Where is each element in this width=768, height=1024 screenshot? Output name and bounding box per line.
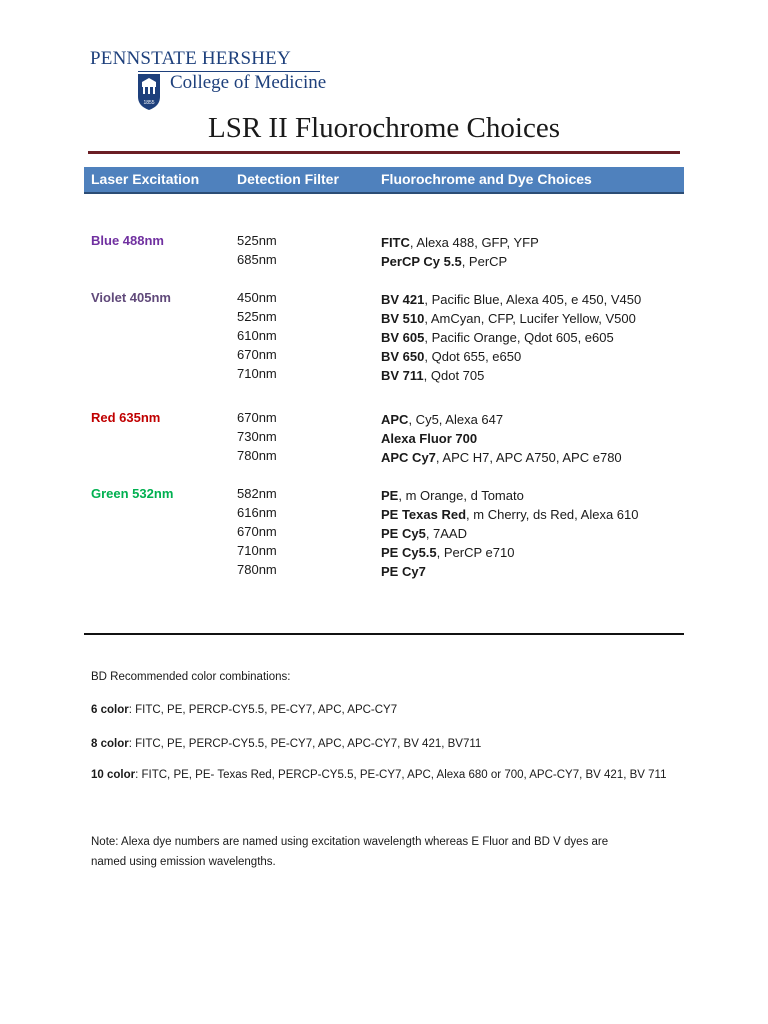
primary-fluorochrome: Alexa Fluor 700 <box>381 431 478 446</box>
table-row <box>0 543 768 562</box>
alternate-fluorochromes: , APC H7, APC A750, APC e780 <box>435 450 622 465</box>
detection-filter: 780nm <box>237 448 277 463</box>
detection-filter: 616nm <box>237 505 277 520</box>
primary-fluorochrome: PE <box>381 488 399 503</box>
detection-filter: 710nm <box>237 543 277 558</box>
logo-year: 1855 <box>143 100 155 106</box>
primary-fluorochrome: PerCP Cy 5.5 <box>381 254 462 269</box>
logo-title: PENNSTATE HERSHEY <box>90 48 291 69</box>
pennstate-hershey-logo <box>90 48 330 114</box>
primary-fluorochrome: BV 510 <box>381 311 425 326</box>
detection-filter: 525nm <box>237 309 277 324</box>
table-row <box>0 290 768 309</box>
table-row <box>0 252 768 271</box>
table-row <box>0 524 768 543</box>
fluorochrome-choices <box>381 412 503 427</box>
header-laser-excitation: Laser Excitation <box>91 171 200 187</box>
table-row <box>0 328 768 347</box>
alternate-fluorochromes: , Pacific Orange, Qdot 605, e605 <box>424 330 614 345</box>
detection-filter: 670nm <box>237 524 277 539</box>
detection-filter: 670nm <box>237 410 277 425</box>
fluorochrome-choices <box>381 330 614 345</box>
primary-fluorochrome: BV 421 <box>381 292 425 307</box>
table-row <box>0 410 768 429</box>
table-row <box>0 347 768 366</box>
table-row <box>0 233 768 252</box>
alternate-fluorochromes: , PerCP <box>461 254 508 269</box>
header-fluorochrome-choices: Fluorochrome and Dye Choices <box>381 171 592 187</box>
primary-fluorochrome: PE Cy7 <box>381 564 426 579</box>
detection-filter: 610nm <box>237 328 277 343</box>
fluorochrome-choices <box>381 311 636 326</box>
detection-filter: 780nm <box>237 562 277 577</box>
fluorochrome-choices <box>381 368 484 383</box>
alternate-fluorochromes: , Alexa 488, GFP, YFP <box>409 235 539 250</box>
detection-filter: 582nm <box>237 486 277 501</box>
primary-fluorochrome: APC Cy7 <box>381 450 436 465</box>
fluorochrome-choices <box>381 431 477 446</box>
detection-filter: 710nm <box>237 366 277 381</box>
note-line-2: named using emission wavelengths. <box>91 856 276 868</box>
table-row <box>0 505 768 524</box>
recommendation-text: : FITC, PE, PE- Texas Red, PERCP-CY5.5, PE-CY7, APC, Alexa 680 or 700, APC-CY7, BV 421, BV 711 <box>135 769 667 781</box>
fluorochrome-choices <box>381 235 539 250</box>
page-title: LSR II Fluorochrome Choices <box>208 112 560 144</box>
alternate-fluorochromes: , Qdot 705 <box>423 368 485 383</box>
table-header <box>84 167 684 194</box>
detection-filter: 685nm <box>237 252 277 267</box>
table-row <box>0 309 768 328</box>
primary-fluorochrome: APC <box>381 412 409 427</box>
recommendation-text: : FITC, PE, PERCP-CY5.5, PE-CY7, APC, APC-CY7, BV 421, BV711 <box>128 738 482 750</box>
recommendation-label: 10 color <box>91 769 136 781</box>
fluorochrome-choices <box>381 526 467 541</box>
alternate-fluorochromes: , m Cherry, ds Red, Alexa 610 <box>466 507 639 522</box>
table-row <box>0 486 768 505</box>
fluorochrome-choices <box>381 349 521 364</box>
alternate-fluorochromes: , Qdot 655, e650 <box>424 349 522 364</box>
note-line-1: Note: Alexa dye numbers are named using excitation wavelength whereas E Fluor and BD V dyes are <box>91 836 609 848</box>
laser-label: Red 635nm <box>91 410 161 425</box>
primary-fluorochrome: BV 650 <box>381 349 425 364</box>
primary-fluorochrome: BV 711 <box>381 368 424 383</box>
fluorochrome-choices <box>381 254 507 269</box>
alternate-fluorochromes: , PerCP e710 <box>436 545 515 560</box>
detection-filter: 525nm <box>237 233 277 248</box>
recommendation-label: 6 color <box>91 704 129 716</box>
fluorochrome-choices <box>381 488 524 503</box>
primary-fluorochrome: PE Texas Red <box>381 507 467 522</box>
alternate-fluorochromes: , Pacific Blue, Alexa 405, e 450, V450 <box>424 292 642 307</box>
fluorochrome-choices <box>381 507 638 522</box>
primary-fluorochrome: PE Cy5.5 <box>381 545 437 560</box>
alternate-fluorochromes: , m Orange, d Tomato <box>398 488 524 503</box>
primary-fluorochrome: FITC <box>381 235 410 250</box>
table-row <box>0 366 768 385</box>
detection-filter: 670nm <box>237 347 277 362</box>
recommendation-6-color <box>91 704 397 716</box>
recommendation-text: : FITC, PE, PERCP-CY5.5, PE-CY7, APC, APC-CY7 <box>128 704 398 716</box>
header-detection-filter: Detection Filter <box>237 171 339 187</box>
recommendations-intro: BD Recommended color combinations: <box>91 671 291 683</box>
shield-icon <box>137 73 161 111</box>
primary-fluorochrome: PE Cy5 <box>381 526 426 541</box>
recommendation-10-color <box>91 769 666 781</box>
alternate-fluorochromes: , 7AAD <box>425 526 467 541</box>
fluorochrome-choices <box>381 292 641 307</box>
section-divider <box>84 633 684 635</box>
fluorochrome-choices <box>381 450 622 465</box>
laser-label: Green 532nm <box>91 486 174 501</box>
primary-fluorochrome: BV 605 <box>381 330 425 345</box>
alternate-fluorochromes: , Cy5, Alexa 647 <box>408 412 504 427</box>
recommendation-label: 8 color <box>91 738 129 750</box>
detection-filter: 450nm <box>237 290 277 305</box>
laser-label: Blue 488nm <box>91 233 164 248</box>
table-row <box>0 448 768 467</box>
fluorochrome-choices <box>381 564 426 579</box>
title-divider <box>88 151 680 154</box>
alternate-fluorochromes: , AmCyan, CFP, Lucifer Yellow, V500 <box>424 311 636 326</box>
laser-label: Violet 405nm <box>91 290 171 305</box>
table-row <box>0 429 768 448</box>
fluorochrome-choices <box>381 545 514 560</box>
table-row <box>0 562 768 581</box>
detection-filter: 730nm <box>237 429 277 444</box>
logo-subtitle: College of Medicine <box>170 72 327 93</box>
recommendation-8-color <box>91 738 481 750</box>
